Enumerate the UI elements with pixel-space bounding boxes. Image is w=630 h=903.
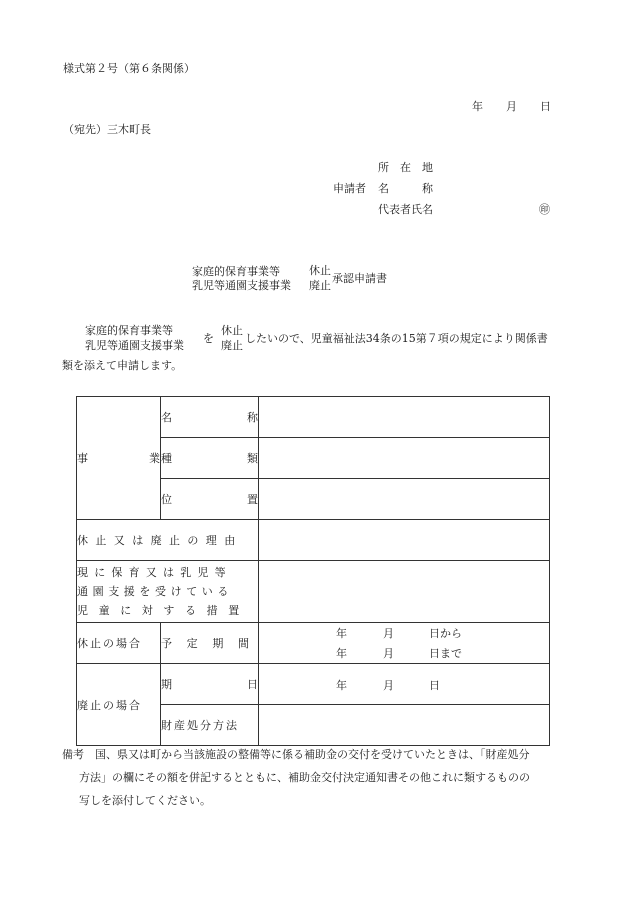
measures-label-cell	[77, 561, 259, 623]
date-month-field[interactable]: 月	[506, 100, 517, 113]
period-label-cell	[161, 623, 259, 664]
body-business-1: 家庭的保育事業等	[85, 324, 173, 337]
body-line-2: 類を添えて申請します。	[62, 359, 183, 372]
application-table	[76, 396, 550, 746]
name-input-cell[interactable]	[259, 397, 550, 438]
representative-label: 代表者氏名	[378, 203, 433, 216]
property-input-cell[interactable]	[259, 705, 550, 746]
period-to-year: 年	[336, 647, 347, 660]
table-row	[77, 664, 550, 705]
date-year-field[interactable]: 年	[472, 100, 483, 113]
name-label: 名 称	[161, 411, 258, 424]
body-line-1: したいので、児童福祉法34条の15第７項の規定により関係書	[245, 332, 548, 345]
title-option-abolish: 廃止	[309, 279, 331, 292]
table-row	[77, 397, 550, 438]
abolish-date-year: 年	[336, 679, 347, 692]
period-from-month: 月	[383, 627, 394, 640]
remarks-line-2: 方法」の欄にその額を併記するとともに、補助金交付決定通知書その他これに類するものの	[79, 771, 530, 784]
body-business-2: 乳児等通園支援事業	[85, 339, 184, 352]
location-label: 位 置	[161, 493, 258, 506]
location-label-cell	[161, 479, 259, 520]
table-row	[77, 623, 550, 664]
title-suffix: 承認申請書	[332, 272, 387, 285]
title-business-2: 乳児等通園支援事業	[192, 279, 291, 292]
name-label-cell	[161, 397, 259, 438]
period-from-year: 年	[336, 627, 347, 640]
reason-label: 休止又は廃止の理由	[77, 534, 243, 547]
type-input-cell[interactable]	[259, 438, 550, 479]
abolish-label-cell	[77, 664, 161, 746]
title-option-suspend: 休止	[309, 264, 331, 277]
remarks-note	[62, 743, 550, 812]
period-from-day: 日から	[429, 627, 462, 640]
measures-line-3: 児童に対する措置	[77, 604, 250, 617]
planned-period-label: 予 定 期 間	[161, 637, 258, 650]
business-header-cell: 事 業	[77, 397, 161, 520]
abolish-date-label: 期 日	[161, 678, 258, 691]
abolish-date-month: 月	[383, 679, 394, 692]
period-to-day: 日まで	[429, 647, 462, 660]
type-label: 種 類	[161, 452, 258, 465]
property-disposal-label: 財産処分方法	[161, 719, 239, 732]
applicant-prefix: 申請者	[333, 182, 366, 195]
reason-label-cell	[77, 520, 259, 561]
location-input-cell[interactable]	[259, 479, 550, 520]
seal-mark: ㊞	[539, 203, 550, 216]
address-label: 所 在 地	[378, 161, 433, 174]
abolish-date-day: 日	[429, 679, 440, 692]
measures-line-2: 通園支援を受けている	[77, 585, 233, 598]
abolish-label: 廃止の場合	[77, 698, 142, 712]
period-input-cell[interactable]	[259, 623, 550, 664]
body-particle: を	[203, 332, 214, 345]
remarks-line-3: 写しを添付してください。	[79, 794, 211, 807]
suspend-label: 休止の場合	[77, 637, 142, 650]
table-row	[77, 561, 550, 623]
reason-input-cell[interactable]	[259, 520, 550, 561]
remarks-line-1: 備考 国、県又は町から当該施設の整備等に係る補助金の交付を受けていたときは、「財産処分	[62, 748, 530, 761]
measures-input-cell[interactable]	[259, 561, 550, 623]
measures-line-1: 現に保育又は乳児等	[77, 566, 232, 579]
date-label-cell	[161, 664, 259, 705]
addressee: （宛先）三木町長	[63, 123, 151, 136]
property-label-cell	[161, 705, 259, 746]
body-option-abolish: 廃止	[221, 339, 243, 352]
suspend-label-cell	[77, 623, 161, 664]
body-option-suspend: 休止	[221, 324, 243, 337]
type-label-cell	[161, 438, 259, 479]
name-label: 名 称	[378, 182, 433, 195]
table-row	[77, 520, 550, 561]
period-to-month: 月	[383, 647, 394, 660]
title-business-1: 家庭的保育事業等	[192, 265, 280, 278]
date-day-field[interactable]: 日	[540, 100, 551, 113]
abolish-date-input-cell[interactable]	[259, 664, 550, 705]
form-number-label: 様式第２号（第６条関係）	[63, 62, 195, 75]
